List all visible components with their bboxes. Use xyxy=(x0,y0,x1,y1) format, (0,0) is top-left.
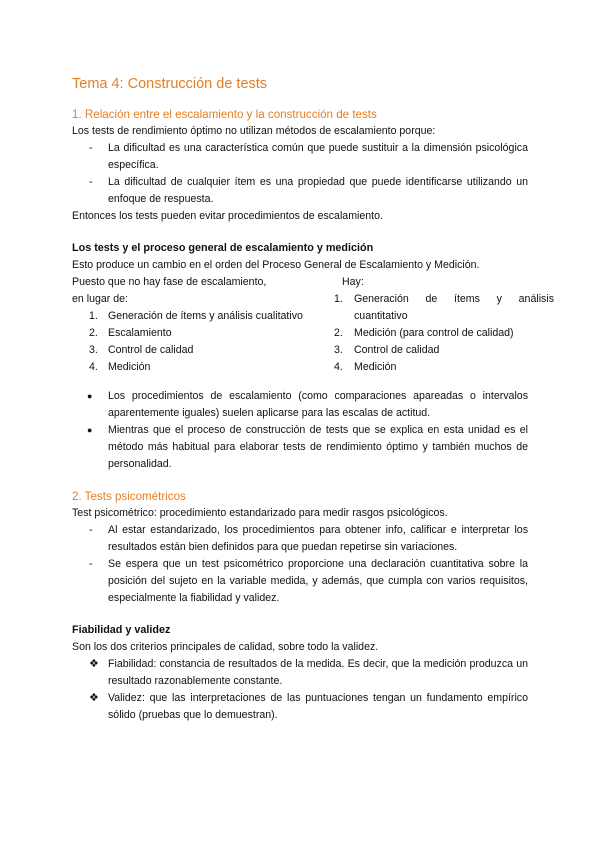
list-item: - La dificultad de cualquier ítem es una propiedad que puede identificarse utilizando un enfoque de respuesta. xyxy=(72,174,528,208)
list-item: ❖ Fiabilidad: constancia de resultados de la medida. Es decir, que la medición produzca un resultado razonablemente constante. xyxy=(89,658,528,687)
comparison-columns xyxy=(72,274,554,376)
list-item: 4. Medición xyxy=(89,361,151,373)
list-item: 2. Medición (para control de calidad) xyxy=(334,327,514,339)
list-item: 1. Generación de ítems y análisis cuantitativo xyxy=(334,293,554,322)
subsection-1-line: Esto produce un cambio en el orden del Proceso General de Escalamiento y Medición. xyxy=(72,259,480,271)
list-item: - Se espera que un test psicométrico proporcione una declaración cuantitativa sobre la posición del sujeto en la variable medida, y además, que cumpla con varios requisitos, especialmente la fiabilidad y validez. xyxy=(72,556,528,607)
left-column xyxy=(72,274,308,376)
right-ordered-list xyxy=(334,291,554,376)
subsection-2-list xyxy=(72,656,528,724)
subsection-2-intro: Son los dos criterios principales de calidad, sobre todo la validez. xyxy=(72,641,379,653)
list-item: 4. Medición xyxy=(334,361,397,373)
list-item: 3. Control de calidad xyxy=(334,344,440,356)
section-2-list xyxy=(72,522,528,607)
left-column-intro-2: en lugar de: xyxy=(72,293,128,305)
section-2-heading: 2. Tests psicométricos xyxy=(72,490,186,503)
section-2-intro: Test psicométrico: procedimiento estandarizado para medir rasgos psicológicos. xyxy=(72,507,448,519)
list-item: ❖ Validez: que las interpretaciones de las puntuaciones tengan un fundamento empírico sólido (pruebas que lo demuestran). xyxy=(89,692,528,721)
page-title: Tema 4: Construcción de tests xyxy=(72,76,268,92)
section-1-intro: Los tests de rendimiento óptimo no utilizan métodos de escalamiento porque: xyxy=(72,125,436,137)
diamond-bullet-icon: ❖ xyxy=(89,658,99,670)
list-item: 2. Escalamiento xyxy=(89,327,172,339)
right-column xyxy=(334,274,554,376)
subsection-1-heading: Los tests y el proceso general de escalamiento y medición xyxy=(72,242,374,254)
list-item: - La dificultad es una característica común que puede sustituir a la dimensión psicológica específica. xyxy=(72,140,528,174)
document-page xyxy=(72,74,554,724)
section-1-heading: 1. Relación entre el escalamiento y la construcción de tests xyxy=(72,108,377,121)
subsection-2-heading: Fiabilidad y validez xyxy=(72,624,171,636)
left-column-intro: Puesto que no hay fase de escalamiento, xyxy=(72,276,267,288)
section-1-conclusion: Entonces los tests pueden evitar procedimientos de escalamiento. xyxy=(72,210,383,222)
left-ordered-list xyxy=(72,308,308,376)
list-item: ● Los procedimientos de escalamiento (como comparaciones apareadas o intervalos aparentemente iguales) suelen aplicarse para las escalas de actitud. xyxy=(72,388,528,422)
list-item: 3. Control de calidad xyxy=(89,344,194,356)
subsection-1-bullets xyxy=(72,388,528,473)
diamond-bullet-icon: ❖ xyxy=(89,692,99,704)
list-item: 1. Generación de ítems y análisis cualitativo xyxy=(89,310,303,322)
right-column-intro: Hay: xyxy=(342,276,364,288)
list-item: - Al estar estandarizado, los procedimientos para obtener info, calificar e interpretar los resultados están bien definidos para que puedan repetirse sin variaciones. xyxy=(72,522,528,556)
list-item: ● Mientras que el proceso de construcción de tests que se explica en esta unidad es el método más habitual para elaborar tests de rendimiento óptimo y también muchos de personalidad. xyxy=(72,422,528,473)
section-1-list xyxy=(72,140,528,208)
